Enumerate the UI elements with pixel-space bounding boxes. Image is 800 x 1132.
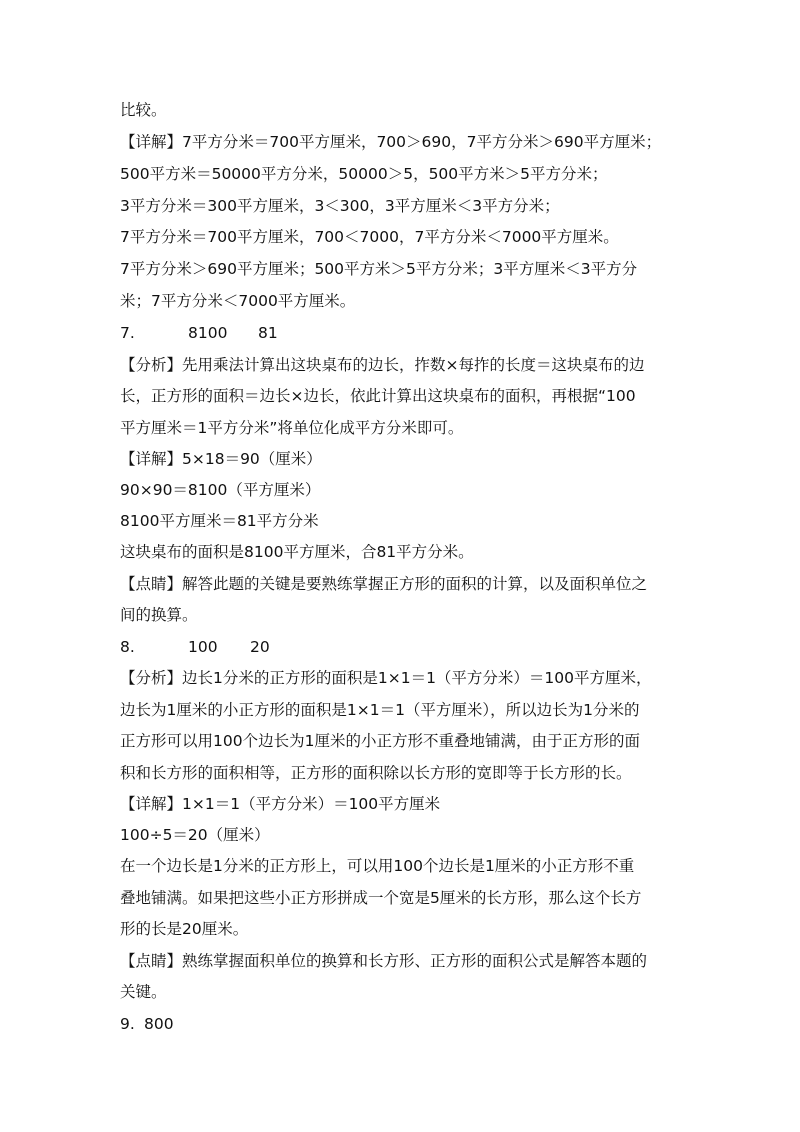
answer-value: 81 <box>258 324 278 342</box>
answer-value: 100 <box>188 638 218 656</box>
text-line: 米；7平方分米＜7000平方厘米。 <box>120 292 356 310</box>
text-line: 叠地铺满。如果把这些小正方形拼成一个宽是5厘米的长方形，那么这个长方 <box>120 889 642 907</box>
text-line: 【分析】边长1分米的正方形的面积是1×1＝1（平方分米）＝100平方厘米， <box>120 669 652 687</box>
text-line: 比较。 <box>120 101 167 119</box>
answer-value: 20 <box>250 638 270 656</box>
text-line: 7平方分米＞690平方厘米；500平方米＞5平方分米；3平方厘米＜3平方分 <box>120 260 638 278</box>
text-line: 形的长是20厘米。 <box>120 920 249 938</box>
text-line: 8100平方厘米＝81平方分米 <box>120 512 319 530</box>
text-line: 【点睛】解答此题的关键是要熟练掌握正方形的面积的计算，以及面积单位之 <box>120 575 648 593</box>
text-line: 【分析】先用乘法计算出这块桌布的边长，拃数×每拃的长度＝这块桌布的边 <box>120 356 645 374</box>
text-line: 【详解】7平方分米＝700平方厘米，700＞690，7平方分米＞690平方厘米； <box>120 133 662 151</box>
text-line: 500平方米＝50000平方分米，50000＞5，500平方米＞5平方分米； <box>120 165 608 183</box>
text-line: 【详解】5×18＝90（厘米） <box>120 450 322 468</box>
answer-line-q8 <box>120 636 270 658</box>
answer-value: 8100 <box>188 324 228 342</box>
question-number: 7. <box>120 324 135 342</box>
text-line: 在一个边长是1分米的正方形上，可以用100个边长是1厘米的小正方形不重 <box>120 857 635 875</box>
text-line: 积和长方形的面积相等，正方形的面积除以长方形的宽即等于长方形的长。 <box>120 764 632 782</box>
text-line: 【点睛】熟练掌握面积单位的换算和长方形、正方形的面积公式是解答本题的 <box>120 952 648 970</box>
text-line: 平方厘米＝1平方分米”将单位化成平方分米即可。 <box>120 419 464 437</box>
text-line: 关键。 <box>120 983 167 1001</box>
text-line: 3平方分米＝300平方厘米，3＜300，3平方厘米＜3平方分米； <box>120 197 560 215</box>
text-line: 100÷5＝20（厘米） <box>120 826 270 844</box>
text-line: 90×90＝8100（平方厘米） <box>120 481 321 499</box>
question-number: 8. <box>120 638 135 656</box>
text-line: 这块桌布的面积是8100平方厘米，合81平方分米。 <box>120 543 474 561</box>
answer-line-q9 <box>120 1013 174 1035</box>
answer-line-q7 <box>120 322 278 344</box>
text-line: 正方形可以用100个边长为1厘米的小正方形不重叠地铺满，由于正方形的面 <box>120 732 640 750</box>
text-line: 边长为1厘米的小正方形的面积是1×1＝1（平方厘米），所以边长为1分米的 <box>120 701 640 719</box>
answer-value: 800 <box>144 1015 174 1033</box>
text-line: 7平方分米＝700平方厘米，700＜7000，7平方分米＜7000平方厘米。 <box>120 228 619 246</box>
text-line: 间的换算。 <box>120 606 198 624</box>
text-line: 【详解】1×1＝1（平方分米）＝100平方厘米 <box>120 795 441 813</box>
question-number: 9. <box>120 1015 135 1033</box>
text-line: 长，正方形的面积＝边长×边长，依此计算出这块桌布的面积，再根据“100 <box>120 387 636 405</box>
